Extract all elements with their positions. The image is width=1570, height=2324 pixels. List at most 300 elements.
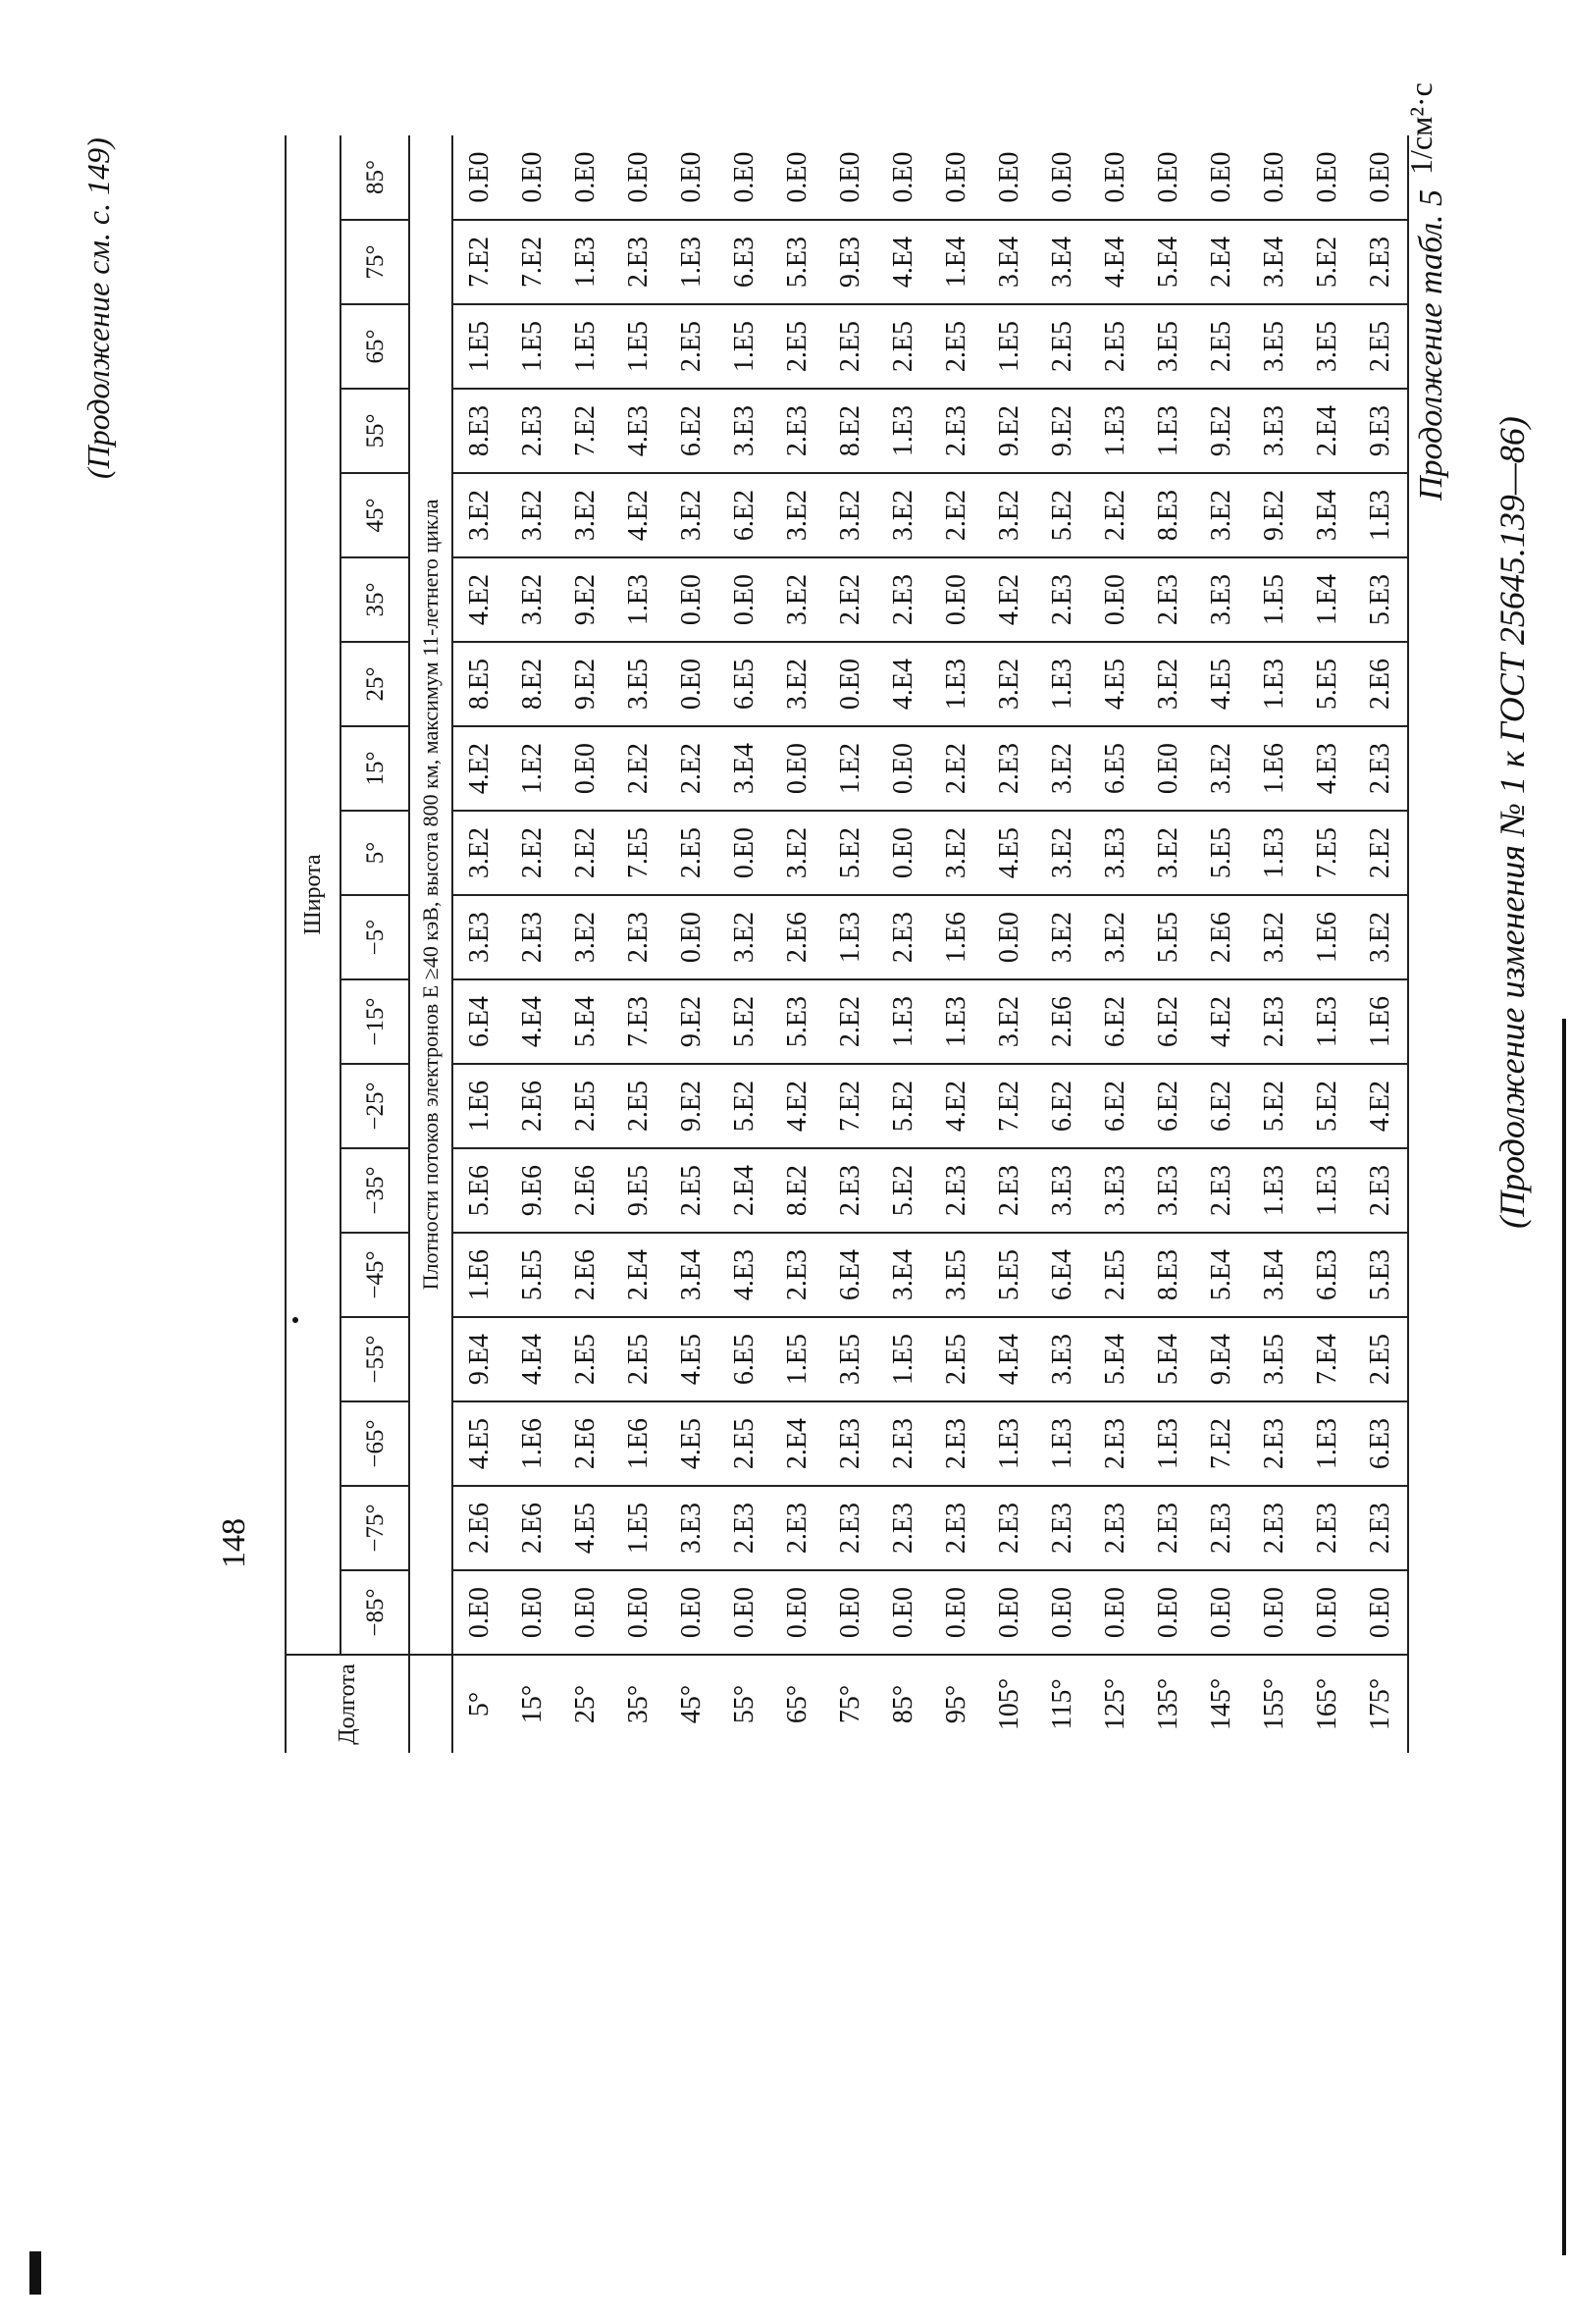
longitude-cell: 45°: [665, 1655, 718, 1753]
longitude-cell: 65°: [771, 1655, 824, 1753]
flux-value-cell: 3.E2: [771, 642, 824, 726]
flux-value-cell: 0.E0: [941, 151, 971, 203]
table-row: [1248, 135, 1301, 1753]
flux-value-cell: 2.E2: [930, 473, 983, 557]
latitude-header-cell: −35°: [340, 1148, 409, 1233]
flux-value-cell: 5.E4: [559, 979, 612, 1064]
flux-value-cell: 3.E5: [824, 1317, 877, 1401]
flux-value-cell: 1.E3: [1301, 1401, 1354, 1486]
flux-value-cell: 2.E6: [559, 1401, 612, 1486]
longitude-cell: 5°: [452, 1655, 506, 1753]
table-row: [930, 135, 983, 1753]
latitude-header-cell: −85°: [340, 1570, 409, 1655]
flux-value-cell: 0.E0: [506, 1570, 559, 1655]
page-number: 148: [216, 1518, 252, 1568]
flux-value-cell: 0.E0: [1259, 151, 1289, 203]
flux-value-cell: 2.E3: [877, 1401, 930, 1486]
flux-value-cell: 0.E0: [782, 151, 812, 203]
flux-value-cell: 2.E3: [506, 389, 559, 473]
flux-value-cell: 2.E3: [1089, 1401, 1142, 1486]
table-row: [1301, 135, 1354, 1753]
flux-value-cell: 1.E3: [1036, 642, 1089, 726]
flux-value-cell: 4.E2: [452, 726, 506, 811]
table-row: [1036, 135, 1089, 1753]
flux-value-cell: 8.E3: [1142, 1233, 1195, 1317]
flux-value-cell: 3.E3: [452, 895, 506, 979]
flux-value-cell: 2.E5: [1354, 304, 1408, 389]
flux-value-cell: 8.E3: [452, 389, 506, 473]
flux-value-cell: 2.E6: [559, 1148, 612, 1233]
flux-value-cell: 1.E3: [1248, 811, 1301, 895]
table-row: [771, 135, 824, 1753]
flux-value-cell: 2.E3: [1142, 1486, 1195, 1570]
flux-value-cell: 3.E2: [983, 979, 1036, 1064]
flux-value-cell: 5.E2: [718, 979, 771, 1064]
flux-value-cell: 0.E0: [1153, 151, 1183, 203]
section-note-row: [409, 135, 452, 1753]
flux-value-cell: 3.E5: [1301, 304, 1354, 389]
flux-value-cell: 5.E2: [1248, 1064, 1301, 1148]
flux-value-cell: 4.E5: [559, 1486, 612, 1570]
flux-value-cell: 1.E5: [877, 1317, 930, 1401]
flux-value-cell: 1.E6: [1248, 726, 1301, 811]
flux-value-cell: 4.E2: [1354, 1064, 1408, 1148]
flux-value-cell: 1.E5: [718, 304, 771, 389]
flux-value-cell: 0.E0: [623, 151, 654, 203]
flux-value-cell: 3.E3: [718, 389, 771, 473]
flux-value-cell: 1.E3: [877, 389, 930, 473]
flux-value-cell: 6.E5: [718, 642, 771, 726]
flux-value-cell: 7.E5: [1301, 811, 1354, 895]
flux-value-cell: 5.E5: [1301, 642, 1354, 726]
flux-value-cell: 4.E2: [983, 557, 1036, 642]
flux-value-cell: 2.E2: [824, 557, 877, 642]
flux-value-cell: 3.E2: [824, 473, 877, 557]
flux-value-cell: 1.E6: [612, 1401, 665, 1486]
flux-value-cell: 6.E2: [1089, 979, 1142, 1064]
flux-value-cell: 3.E5: [930, 1233, 983, 1317]
flux-value-cell: 2.E3: [718, 1486, 771, 1570]
flux-value-cell: 0.E0: [718, 1570, 771, 1655]
flux-value-cell: 2.E5: [824, 304, 877, 389]
flux-value-cell: 2.E2: [506, 811, 559, 895]
flux-value-cell: 0.E0: [771, 1570, 824, 1655]
flux-value-cell: 0.E0: [930, 557, 983, 642]
flux-value-cell: 0.E0: [1089, 1570, 1142, 1655]
flux-value-cell: 5.E4: [1195, 1233, 1248, 1317]
flux-value-cell: 3.E2: [665, 473, 718, 557]
flux-value-cell: 2.E5: [559, 1064, 612, 1148]
table-row: [877, 135, 930, 1753]
flux-value-cell: 1.E3: [877, 979, 930, 1064]
flux-value-cell: 7.E4: [1301, 1317, 1354, 1401]
flux-value-cell: 0.E0: [771, 726, 824, 811]
flux-value-cell: 2.E2: [559, 811, 612, 895]
table-row: [506, 135, 559, 1753]
flux-value-cell: 1.E2: [824, 726, 877, 811]
flux-value-cell: 6.E4: [452, 979, 506, 1064]
longitude-cell: 55°: [718, 1655, 771, 1753]
latitude-header-cell: 35°: [340, 557, 409, 642]
flux-value-cell: 2.E3: [983, 1486, 1036, 1570]
flux-value-cell: 1.E3: [1301, 1148, 1354, 1233]
flux-value-cell: 2.E3: [1248, 979, 1301, 1064]
flux-value-cell: 0.E0: [718, 557, 771, 642]
flux-value-cell: 3.E2: [1248, 895, 1301, 979]
flux-value-cell: 3.E2: [1354, 895, 1408, 979]
flux-value-cell: 1.E3: [1089, 389, 1142, 473]
flux-value-cell: 0.E0: [1354, 135, 1408, 220]
flux-value-cell: 6.E5: [718, 1317, 771, 1401]
flux-value-cell: 8.E3: [1142, 473, 1195, 557]
flux-value-cell: 0.E0: [1301, 1570, 1354, 1655]
flux-value-cell: 5.E2: [1301, 1064, 1354, 1148]
flux-value-cell: 2.E5: [877, 304, 930, 389]
flux-value-cell: 1.E5: [506, 304, 559, 389]
flux-value-cell: 3.E5: [1248, 304, 1301, 389]
flux-value-cell: 1.E4: [1301, 557, 1354, 642]
flux-value-cell: 0.E0: [877, 726, 930, 811]
section-note: Плотности потоков электронов E ≥40 кэВ, высота 800 км, максимум 11-летнего цикла: [409, 135, 452, 1655]
continuation-label: Продолжение табл. 5: [1413, 188, 1449, 501]
flux-value-cell: 3.E4: [983, 220, 1036, 304]
flux-value-cell: 9.E2: [665, 1064, 718, 1148]
flux-value-cell: 9.E5: [612, 1148, 665, 1233]
flux-value-cell: 1.E3: [1248, 1148, 1301, 1233]
flux-value-cell: 2.E3: [506, 895, 559, 979]
flux-value-cell: 9.E2: [559, 557, 612, 642]
flux-value-cell: 3.E3: [1089, 1148, 1142, 1233]
flux-value-cell: 2.E3: [824, 1401, 877, 1486]
flux-table: [285, 135, 1409, 1753]
flux-value-cell: 2.E5: [771, 304, 824, 389]
flux-value-cell: 0.E0: [983, 1570, 1036, 1655]
flux-value-cell: 2.E3: [930, 1401, 983, 1486]
flux-value-cell: 5.E4: [1142, 220, 1195, 304]
flux-value-cell: 9.E3: [824, 220, 877, 304]
table-row: [665, 135, 718, 1753]
flux-value-cell: 1.E6: [452, 1233, 506, 1317]
flux-value-cell: 3.E2: [718, 895, 771, 979]
flux-value-cell: 9.E2: [1036, 389, 1089, 473]
flux-value-cell: 7.E2: [452, 220, 506, 304]
flux-value-cell: 1.E3: [930, 642, 983, 726]
flux-value-cell: 3.E2: [1036, 811, 1089, 895]
flux-value-cell: 2.E2: [612, 726, 665, 811]
flux-value-cell: 0.E0: [888, 151, 918, 203]
flux-value-cell: 3.E2: [1036, 895, 1089, 979]
page-footer: (Продолжение см. с. 149): [80, 137, 116, 479]
flux-value-cell: 2.E3: [1354, 1486, 1408, 1570]
flux-value-cell: 6.E2: [1142, 979, 1195, 1064]
flux-value-cell: 3.E2: [1036, 726, 1089, 811]
right-edge-line: [1562, 1019, 1566, 2255]
flux-value-cell: 3.E2: [559, 895, 612, 979]
flux-value-cell: 0.E0: [729, 151, 759, 203]
flux-value-cell: 1.E3: [1301, 979, 1354, 1064]
flux-value-cell: 3.E2: [1195, 726, 1248, 811]
flux-value-cell: 0.E0: [452, 1570, 506, 1655]
flux-value-cell: 2.E4: [771, 1401, 824, 1486]
flux-value-cell: 0.E0: [877, 1570, 930, 1655]
flux-value-cell: 9.E2: [1195, 389, 1248, 473]
flux-value-cell: 4.E5: [983, 811, 1036, 895]
flux-value-cell: 2.E5: [1089, 304, 1142, 389]
longitude-header: Долгота: [286, 1655, 409, 1753]
flux-value-cell: 3.E3: [1089, 811, 1142, 895]
flux-value-cell: 7.E3: [612, 979, 665, 1064]
speck-mark: [292, 1317, 298, 1323]
flux-value-cell: 2.E2: [1354, 811, 1408, 895]
flux-value-cell: 3.E4: [1036, 220, 1089, 304]
table-row: [452, 135, 506, 1753]
flux-value-cell: 4.E5: [665, 1317, 718, 1401]
flux-value-cell: 2.E3: [983, 726, 1036, 811]
flux-value-cell: 2.E3: [1195, 1148, 1248, 1233]
flux-value-cell: 2.E6: [1354, 642, 1408, 726]
flux-value-cell: 7.E5: [612, 811, 665, 895]
flux-value-cell: 0.E0: [464, 151, 495, 203]
flux-value-cell: 2.E2: [930, 726, 983, 811]
flux-value-cell: 5.E2: [1036, 473, 1089, 557]
flux-value-cell: 2.E3: [930, 389, 983, 473]
flux-value-cell: 6.E2: [1195, 1064, 1248, 1148]
flux-value-cell: 5.E5: [1195, 811, 1248, 895]
flux-value-cell: 1.E3: [1142, 1401, 1195, 1486]
flux-value-cell: 3.E3: [1036, 1317, 1089, 1401]
flux-value-cell: 0.E0: [983, 895, 1036, 979]
flux-value-cell: 2.E5: [665, 1148, 718, 1233]
flux-value-cell: 2.E3: [612, 220, 665, 304]
flux-value-cell: 2.E3: [877, 895, 930, 979]
flux-value-cell: 3.E2: [559, 473, 612, 557]
flux-value-cell: 1.E5: [983, 304, 1036, 389]
latitude-header-cell: −55°: [340, 1317, 409, 1401]
flux-value-cell: 2.E3: [930, 1486, 983, 1570]
flux-value-cell: 2.E3: [877, 1486, 930, 1570]
flux-value-cell: 2.E2: [665, 726, 718, 811]
flux-value-cell: 2.E3: [824, 1486, 877, 1570]
table-row: [824, 135, 877, 1753]
flux-value-cell: 1.E3: [1142, 389, 1195, 473]
flux-value-cell: 5.E5: [506, 1233, 559, 1317]
flux-value-cell: 7.E2: [506, 220, 559, 304]
flux-value-cell: 6.E2: [1142, 1064, 1195, 1148]
flux-value-cell: 2.E6: [506, 1486, 559, 1570]
flux-value-cell: 6.E4: [1036, 1233, 1089, 1317]
table-row: [983, 135, 1036, 1753]
flux-value-cell: 4.E4: [506, 1317, 559, 1401]
flux-value-cell: 5.E2: [877, 1148, 930, 1233]
flux-value-cell: 3.E2: [1142, 642, 1195, 726]
flux-value-cell: 3.E4: [718, 726, 771, 811]
longitude-cell: 75°: [824, 1655, 877, 1753]
flux-value-cell: 3.E5: [1142, 304, 1195, 389]
flux-value-cell: 3.E2: [1195, 473, 1248, 557]
flux-value-cell: 9.E6: [506, 1148, 559, 1233]
flux-value-cell: 3.E2: [771, 473, 824, 557]
flux-value-cell: 5.E3: [771, 220, 824, 304]
flux-value-cell: 1.E5: [612, 1486, 665, 1570]
table-row: [1195, 135, 1248, 1753]
flux-value-cell: 7.E2: [1195, 1401, 1248, 1486]
latitude-header-cell: −15°: [340, 979, 409, 1064]
flux-value-cell: 0.E0: [1089, 557, 1142, 642]
flux-value-cell: 4.E5: [665, 1401, 718, 1486]
flux-value-cell: 6.E3: [718, 220, 771, 304]
flux-value-cell: 7.E2: [983, 1064, 1036, 1148]
flux-value-cell: 4.E4: [983, 1317, 1036, 1401]
latitude-header-cell: 15°: [340, 726, 409, 811]
flux-value-cell: 3.E4: [1248, 220, 1301, 304]
flux-value-cell: 1.E3: [1354, 473, 1408, 557]
flux-value-cell: 9.E2: [559, 642, 612, 726]
flux-value-cell: 0.E0: [559, 1570, 612, 1655]
flux-value-cell: 2.E3: [1354, 726, 1408, 811]
table-row: [718, 135, 771, 1753]
flux-value-cell: 2.E3: [771, 1486, 824, 1570]
latitude-header-row: [340, 135, 409, 1753]
flux-value-cell: 0.E0: [1248, 1570, 1301, 1655]
flux-value-cell: 2.E6: [771, 895, 824, 979]
flux-value-cell: 1.E5: [1248, 557, 1301, 642]
flux-value-cell: 2.E6: [1195, 895, 1248, 979]
flux-value-cell: 1.E3: [824, 895, 877, 979]
flux-value-cell: 6.E2: [665, 389, 718, 473]
table-row: [559, 135, 612, 1753]
latitude-header-cell: 85°: [340, 135, 409, 220]
flux-value-cell: 1.E3: [983, 1401, 1036, 1486]
flux-value-cell: 9.E4: [452, 1317, 506, 1401]
flux-value-cell: 5.E3: [1354, 1233, 1408, 1317]
flux-value-cell: 8.E5: [452, 642, 506, 726]
flux-value-cell: 2.E3: [1036, 557, 1089, 642]
longitude-cell: 35°: [612, 1655, 665, 1753]
flux-value-cell: 6.E2: [1036, 1064, 1089, 1148]
flux-value-cell: 3.E4: [877, 1233, 930, 1317]
flux-value-cell: 0.E0: [665, 1570, 718, 1655]
flux-value-cell: 0.E0: [1142, 726, 1195, 811]
flux-value-cell: 1.E5: [771, 1317, 824, 1401]
flux-value-cell: 6.E3: [1301, 1233, 1354, 1317]
flux-value-cell: 4.E3: [718, 1233, 771, 1317]
flux-value-cell: 3.E2: [771, 557, 824, 642]
flux-value-cell: 1.E6: [930, 895, 983, 979]
flux-value-cell: 5.E2: [718, 1064, 771, 1148]
flux-value-cell: 5.E5: [1142, 895, 1195, 979]
flux-value-cell: 8.E2: [771, 1148, 824, 1233]
flux-value-cell: 2.E4: [718, 1148, 771, 1233]
flux-value-cell: 0.E0: [930, 1570, 983, 1655]
latitude-group-header: Широта: [286, 135, 340, 1655]
flux-value-cell: 0.E0: [676, 151, 706, 203]
flux-value-cell: 5.E4: [1142, 1317, 1195, 1401]
flux-value-cell: 2.E3: [1195, 1486, 1248, 1570]
flux-value-cell: 4.E4: [1089, 220, 1142, 304]
flux-value-cell: 3.E2: [452, 811, 506, 895]
flux-value-cell: 1.E5: [559, 304, 612, 389]
flux-value-cell: 4.E2: [1195, 979, 1248, 1064]
flux-value-cell: 0.E0: [665, 557, 718, 642]
flux-value-cell: 2.E5: [1089, 1233, 1142, 1317]
flux-value-cell: 2.E5: [1195, 304, 1248, 389]
flux-value-cell: 1.E3: [665, 220, 718, 304]
flux-value-cell: 0.E0: [1195, 1570, 1248, 1655]
flux-value-cell: 0.E0: [665, 895, 718, 979]
latitude-header-cell: 5°: [340, 811, 409, 895]
flux-value-cell: 2.E3: [1354, 220, 1408, 304]
flux-value-cell: 2.E5: [612, 1317, 665, 1401]
flux-value-cell: 2.E2: [824, 979, 877, 1064]
flux-value-cell: 2.E3: [1248, 1486, 1301, 1570]
flux-value-cell: 3.E2: [452, 473, 506, 557]
longitude-cell: 105°: [983, 1655, 1036, 1753]
flux-value-cell: 2.E5: [1354, 1317, 1408, 1401]
flux-value-cell: 0.E0: [835, 151, 865, 203]
latitude-header-cell: −45°: [340, 1233, 409, 1317]
flux-value-cell: 1.E3: [1036, 1401, 1089, 1486]
flux-value-cell: 0.E0: [559, 726, 612, 811]
flux-value-cell: 3.E4: [1248, 1233, 1301, 1317]
latitude-header-cell: 55°: [340, 389, 409, 473]
flux-value-cell: 3.E2: [771, 811, 824, 895]
margin-mark: [29, 2251, 41, 2295]
flux-value-cell: 0.E0: [824, 642, 877, 726]
flux-value-cell: 9.E2: [665, 979, 718, 1064]
flux-value-cell: 2.E3: [1301, 1486, 1354, 1570]
latitude-header-cell: −75°: [340, 1486, 409, 1570]
flux-value-cell: 0.E0: [517, 151, 548, 203]
flux-value-cell: 2.E3: [1036, 1486, 1089, 1570]
flux-value-cell: 4.E5: [1089, 642, 1142, 726]
flux-value-cell: 2.E3: [1142, 557, 1195, 642]
latitude-header-cell: −65°: [340, 1401, 409, 1486]
flux-value-cell: 3.E2: [877, 473, 930, 557]
flux-value-cell: 3.E4: [665, 1233, 718, 1317]
flux-value-cell: 0.E0: [612, 1570, 665, 1655]
flux-value-cell: 2.E3: [771, 389, 824, 473]
flux-value-cell: 0.E0: [1206, 151, 1236, 203]
flux-value-cell: 0.E0: [877, 811, 930, 895]
flux-value-cell: 6.E3: [1354, 1401, 1408, 1486]
longitude-cell: 115°: [1036, 1655, 1089, 1753]
flux-value-cell: 1.E6: [1354, 979, 1408, 1064]
latitude-header-cell: 45°: [340, 473, 409, 557]
table-row: [1354, 135, 1408, 1753]
flux-value-cell: 3.E2: [1142, 811, 1195, 895]
flux-value-cell: 0.E0: [665, 642, 718, 726]
longitude-cell: 175°: [1354, 1655, 1408, 1753]
flux-value-cell: 4.E4: [877, 642, 930, 726]
flux-value-cell: 2.E4: [612, 1233, 665, 1317]
latitude-header-cell: −5°: [340, 895, 409, 979]
latitude-header-cell: 65°: [340, 304, 409, 389]
flux-value-cell: 3.E3: [1142, 1148, 1195, 1233]
flux-value-cell: 4.E5: [1195, 642, 1248, 726]
flux-value-cell: 2.E4: [1301, 389, 1354, 473]
flux-value-cell: 3.E2: [983, 642, 1036, 726]
flux-value-cell: 1.E4: [930, 220, 983, 304]
flux-value-cell: 2.E6: [506, 1064, 559, 1148]
flux-value-cell: 4.E5: [452, 1401, 506, 1486]
table-row: [612, 135, 665, 1753]
flux-value-cell: 5.E2: [877, 1064, 930, 1148]
flux-value-cell: 1.E3: [930, 979, 983, 1064]
flux-value-cell: 5.E2: [1301, 220, 1354, 304]
flux-value-cell: 2.E6: [452, 1486, 506, 1570]
flux-value-cell: 1.E3: [612, 557, 665, 642]
flux-value-cell: 0.E0: [1100, 151, 1130, 203]
